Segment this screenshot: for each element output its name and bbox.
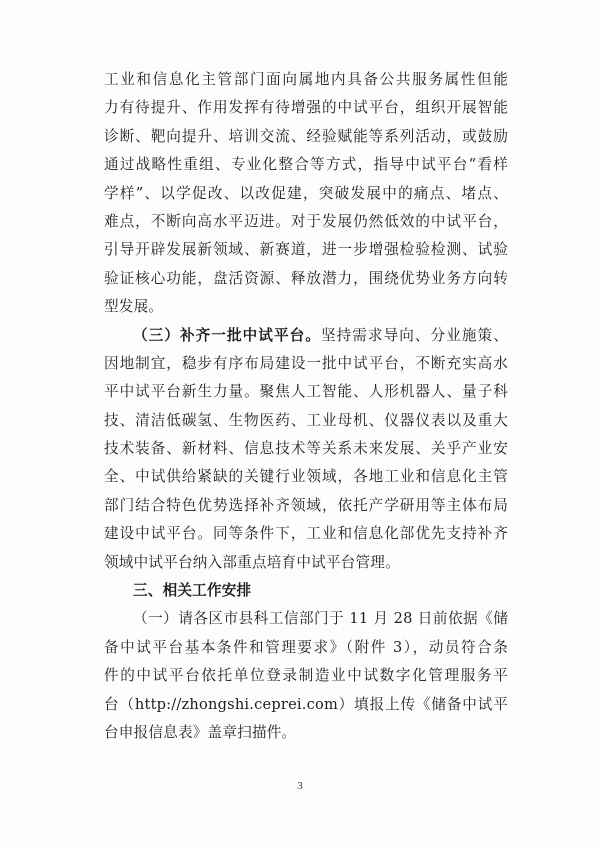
document-body (104, 66, 508, 747)
text-line: 平中试平台新生力量。聚焦人工智能、人形机器人、量子科 (104, 383, 508, 401)
text-line: 建设中试平台。同等条件下，工业和信息化部优先支持补齐 (104, 525, 508, 543)
subsection-title: （三）补齐一批中试平台。 (133, 326, 321, 344)
paragraph-work-arrangements (104, 605, 508, 747)
text-line: 力有待提升、作用发挥有待增强的中试平台，组织开展智能 (104, 99, 508, 117)
text-line: 学样”、以学促改、以改促建，突破发展中的痛点、堵点、 (104, 184, 508, 202)
text-span: 坚持需求导向、分业施策、 (320, 326, 508, 344)
text-line: 难点，不断向高水平迈进。对于发展仍然低效的中试平台， (104, 212, 508, 230)
text-line: 全、中试供给紧缺的关键行业领域，各地工业和信息化主管 (104, 468, 508, 486)
text-line: 引导开辟发展新领域、新赛道，进一步增强检验检测、试验 (104, 241, 508, 259)
section-heading: 三、相关工作安排 (133, 582, 252, 600)
text-line: 技术装备、新材料、信息技术等关系未来发展、关乎产业安 (104, 440, 508, 458)
page-number: 3 (297, 780, 303, 792)
text-line: 诊断、靶向提升、培训交流、经验赋能等系列活动，或鼓励 (104, 127, 508, 145)
text-line: 因地制宜，稳步有序布局建设一批中试平台，不断充实高水 (104, 354, 508, 372)
paragraph-fill-pilot-platforms (104, 322, 508, 578)
text-line: 领域中试平台纳入部重点培育中试平台管理。 (104, 553, 400, 571)
text-line: 验证核心功能，盘活资源、释放潜力，围绕优势业务方向转 (104, 269, 508, 287)
text-line: 件的中试平台依托单位登录制造业中试数字化管理服务平 (104, 667, 508, 685)
text-line (104, 322, 508, 350)
text-line: 备中试平台基本条件和管理要求》（附件 3），动员符合条 (104, 638, 508, 656)
text-line: 型发展。 (104, 298, 164, 316)
text-line: 技、清洁低碳氢、生物医药、工业母机、仪器仪表以及重大 (104, 411, 508, 429)
text-line: 工业和信息化主管部门面向属地内具备公共服务属性但能 (104, 71, 508, 88)
text-line: 通过战略性重组、专业化整合等方式，指导中试平台“看样 (104, 156, 508, 174)
text-line: 台申报信息表》盖章扫描件。 (104, 723, 297, 741)
text-line: 台（http://zhongshi.ceprei.com）填报上传《储备中试平 (104, 695, 508, 713)
paragraph-pilot-platform-upgrade (104, 66, 508, 322)
text-line: 部门结合特色优势选择补齐领域，依托产学研用等主体布局 (104, 496, 508, 514)
text-line: （一）请各区市县科工信部门于 11 月 28 日前依据《储 (133, 610, 508, 628)
